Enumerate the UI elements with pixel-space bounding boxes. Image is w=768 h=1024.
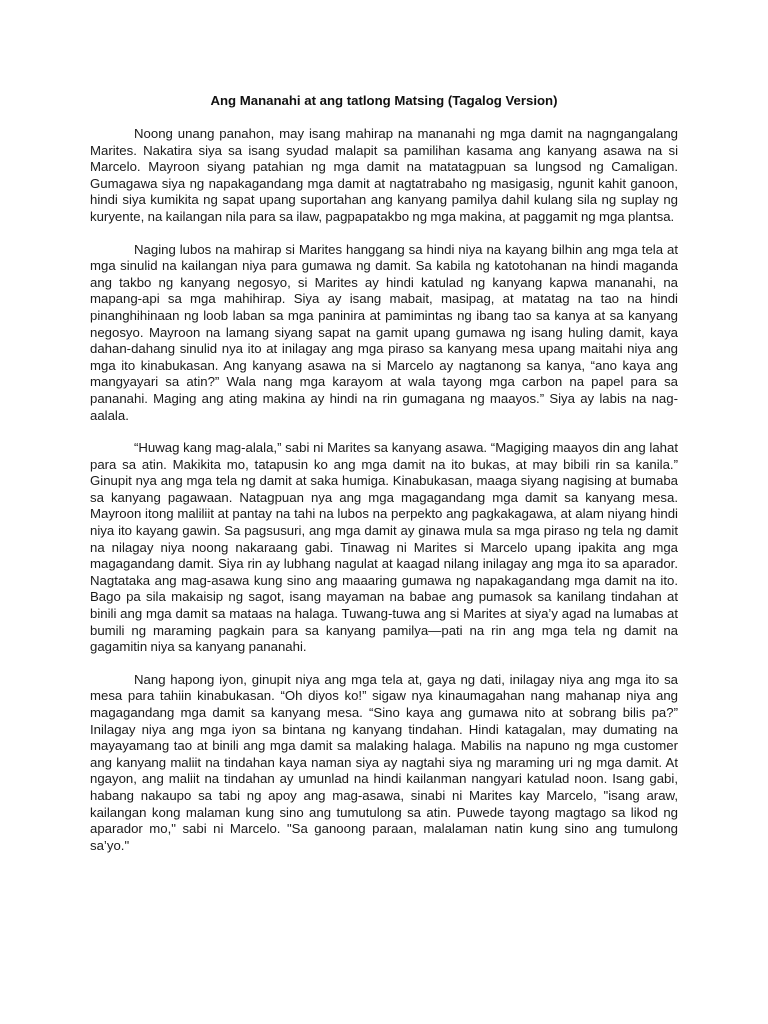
paragraph-1: Noong unang panahon, may isang mahirap na mananahi ng mga damit na nagngangalang Marites. Nakatira siya sa isang syudad malapit sa pamilihan kasama ang kanyang asawa na si Marcelo. Mayroon siyang patahian ng mga damit na matatagpuan sa lungsod ng Camaligan. Gumagawa siya ng napakagandang mga damit at nagtatrabaho ng masigasig, ngunit kahit ganoon, hindi siya kumikita ng sapat upang suportahan ang kanyang pamilya dahil kulang sila ng suplay ng kuryente, na kailangan nila para sa ilaw, pagpapatakbo ng mga makina, at paggamit ng mga plantsa.: [90, 126, 678, 224]
document-title: Ang Mananahi at ang tatlong Matsing (Tagalog Version): [210, 93, 558, 108]
paragraph-3: “Huwag kang mag-alala,” sabi ni Marites sa kanyang asawa. “Magiging maayos din ang lahat para sa atin. Makikita mo, tatapusin ko ang mga damit na ito bukas, at may bibili rin sa kanila.” Ginupit nya ang mga tela ng damit at saka humiga. Kinabukasan, maaga siyang nagising at bumaba sa kanyang pagawaan. Natagpuan nya ang mga magagandang mga damit sa kanyang mesa. Mayroon itong maliliit at pantay na tahi na lubos na perpekto ang pagkakagawa, at alam niyang hindi niya ito kayang gawin. Sa pagsusuri, ang mga damit ay ginawa mula sa mga piraso ng tela ng damit na nilagay niya noong nakaraang gabi. Tinawag ni Marites si Marcelo upang ipakita ang mga magagandang damit. Siya rin ay lubhang nagulat at kaagad nilang inilagay ang mga ito sa aparador. Nagtataka ang mag-asawa kung sino ang maaaring gumawa ng napakagandang mga damit na ito. Bago pa sila makaisip ng sagot, isang mayaman na babae ang pumasok sa kanilang tindahan at binili ang mga damit sa mataas na halaga. Tuwang-tuwa ang si Marites at siya’y agad na lumabas at bumili ng maraming pagkain para sa kanyang pamilya—pati na rin ang mga tela ng damit na gagamitin niya sa kanyang pananahi.: [90, 440, 678, 655]
paragraph-4: Nang hapong iyon, ginupit niya ang mga tela at, gaya ng dati, inilagay niya ang mga ito sa mesa para tahiin kinabukasan. “Oh diyos ko!” sigaw nya kinaumagahan nang mahanap niya ang magagandang mga damit sa kanyang mesa. “Sino kaya ang gumawa nito at sobrang bilis pa?” Inilagay niya ang mga iyon sa bintana ng kanyang tindahan. Hindi katagalan, may dumating na mayayamang tao at binili ang mga damit sa malaking halaga. Mabilis na napuno ng mga customer ang kanyang maliit na tindahan kaya naman siya ay nagtahi siya ng maraming uri ng mga damit. At ngayon, ang maliit na tindahan ay umunlad na hindi kailanman nangyari katulad noon. Isang gabi, habang nakaupo sa tabi ng apoy ang mag-asawa, sinabi ni Marites kay Marcelo, "isang araw, kailangan kong malaman kung sino ang tumutulong sa atin. Puwede tayong magtago sa likod ng aparador mo," sabi ni Marcelo. "Sa ganoong paraan, malalaman natin kung sino ang tumulong sa’yo.": [90, 671, 678, 853]
document-body: [90, 126, 678, 870]
paragraph-2: Naging lubos na mahirap si Marites hanggang sa hindi niya na kayang bilhin ang mga tela at mga sinulid na kailangan niya para gumawa ng damit. Sa kabila ng katotohanan na hindi maganda ang takbo ng kanyang negosyo, si Marites ay hindi katulad ng kanyang kapwa mananahi, na mapang-api sa mga mahihirap. Siya ay isang mabait, masipag, at matatag na tao na hindi pinanghihinaan ng loob laban sa mga paninira at pamimintas ng ibang tao sa kanya at sa kanyang negosyo. Mayroon na lamang siyang sapat na gamit upang gumawa ng isang huling damit, kaya dahan-dahang sinulid nya ito at inilagay ang mga piraso sa kanyang mesa upang maitahi niya ang mga ito kinabukasan. Ang kanyang asawa na si Marcelo ay nagtanong sa kanya, “ano kaya ang mangyayari sa atin?” Wala nang mga karayom at wala tayong mga carbon na papel para sa pananahi. Maging ang ating makina ay hindi na rin gumagana ng maayos.” Siya ay labis na nag-aalala.: [90, 241, 678, 423]
